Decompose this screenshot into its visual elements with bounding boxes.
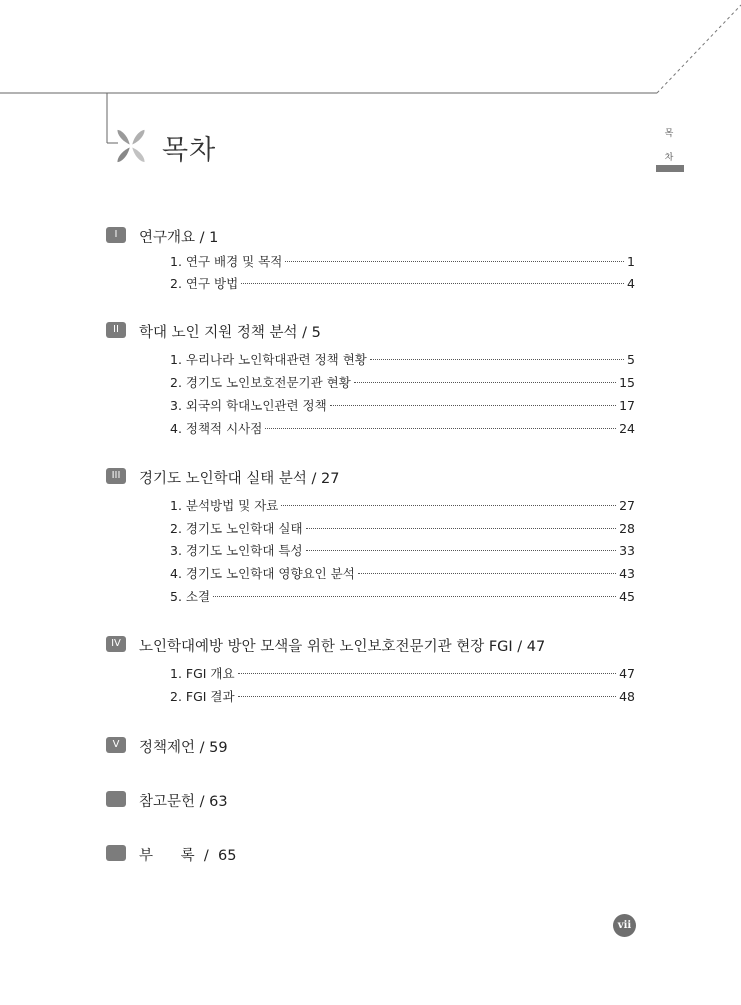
side-tab-char: 차 (664, 153, 674, 163)
toc-entry-label: 5. 소결 (170, 589, 211, 604)
leader-dots (241, 283, 624, 284)
toc-entry-label: 1. 분석방법 및 자료 (170, 498, 279, 513)
toc-entry-page: 15 (619, 375, 635, 390)
toc-entry[interactable] (170, 496, 635, 514)
header-frame-lines (0, 0, 741, 200)
leader-dots (330, 405, 616, 406)
chapter-title: 연구개요 / 1 (139, 230, 219, 246)
chapter-title: 경기도 노인학대 실태 분석 / 27 (139, 471, 340, 487)
leader-dots (238, 696, 617, 697)
leader-dots (306, 528, 617, 529)
toc-entry[interactable] (170, 564, 635, 582)
toc-entry-label: 1. 우리나라 노인학대관련 정책 현황 (170, 352, 367, 367)
toc-entry-page: 45 (619, 589, 635, 604)
toc-entry-page: 43 (619, 566, 635, 581)
toc-entry-label: 1. FGI 개요 (170, 666, 235, 681)
chapter-title: 노인학대예방 방안 모색을 위한 노인보호전문기관 현장 FGI / 47 (139, 639, 546, 655)
leader-dots (306, 550, 617, 551)
toc-entry-label: 4. 경기도 노인학대 영향요인 분석 (170, 566, 355, 581)
leader-dots (358, 573, 616, 574)
chapter-title: 참고문헌 / 63 (139, 794, 228, 810)
page-title: 목차 (162, 135, 217, 166)
toc-entry[interactable] (170, 396, 635, 414)
toc-entry-page: 27 (619, 498, 635, 513)
toc-entry[interactable] (170, 350, 635, 368)
chapter-title: 부 록 / 65 (139, 848, 237, 864)
leader-dots (354, 382, 616, 383)
toc-entry[interactable] (170, 664, 635, 682)
toc-entry-page: 48 (619, 689, 635, 704)
leader-dots (370, 359, 624, 360)
toc-entry-label: 4. 정책적 시사점 (170, 421, 263, 436)
toc-entry[interactable] (170, 373, 635, 391)
chapter-badge (106, 845, 126, 861)
toc-entry-page: 5 (627, 352, 635, 367)
leader-dots (281, 505, 616, 506)
leader-dots (238, 673, 617, 674)
toc-entry-label: 2. 경기도 노인보호전문기관 현황 (170, 375, 351, 390)
toc-entry-page: 24 (619, 421, 635, 436)
toc-entry[interactable] (170, 252, 635, 270)
toc-entry-label: 3. 외국의 학대노인관련 정책 (170, 398, 327, 413)
toc-entry-label: 2. FGI 결과 (170, 689, 235, 704)
toc-entry[interactable] (170, 587, 635, 605)
toc-entry-label: 1. 연구 배경 및 목적 (170, 254, 283, 269)
chapter-badge: III (106, 468, 126, 484)
toc-entry-label: 2. 경기도 노인학대 실태 (170, 521, 303, 536)
chapter-title: 정책제언 / 59 (139, 740, 228, 756)
chapter-badge: V (106, 737, 126, 753)
leader-dots (213, 596, 616, 597)
leader-dots (285, 261, 624, 262)
chapter-badge (106, 791, 126, 807)
toc-entry-page: 33 (619, 543, 635, 558)
flower-icon (109, 125, 153, 167)
toc-entry-label: 3. 경기도 노인학대 특성 (170, 543, 303, 558)
toc-entry[interactable] (170, 274, 635, 292)
toc-entry-page: 4 (627, 276, 635, 291)
side-tab (656, 122, 682, 170)
toc-entry-label: 2. 연구 방법 (170, 276, 239, 291)
leader-dots (265, 428, 616, 429)
toc-entry[interactable] (170, 419, 635, 437)
side-tab-char: 목 (664, 129, 674, 139)
chapter-badge: IV (106, 636, 126, 652)
toc-entry[interactable] (170, 519, 635, 537)
toc-entry-page: 17 (619, 398, 635, 413)
page-number: vii (613, 914, 636, 937)
chapter-title: 학대 노인 지원 정책 분석 / 5 (139, 325, 321, 341)
toc-entry-page: 47 (619, 666, 635, 681)
toc-entry[interactable] (170, 687, 635, 705)
toc-entry-page: 28 (619, 521, 635, 536)
toc-entry-page: 1 (627, 254, 635, 269)
side-tab-bar (656, 165, 684, 172)
toc-entry[interactable] (170, 541, 635, 559)
chapter-badge: I (106, 227, 126, 243)
chapter-badge: II (106, 322, 126, 338)
